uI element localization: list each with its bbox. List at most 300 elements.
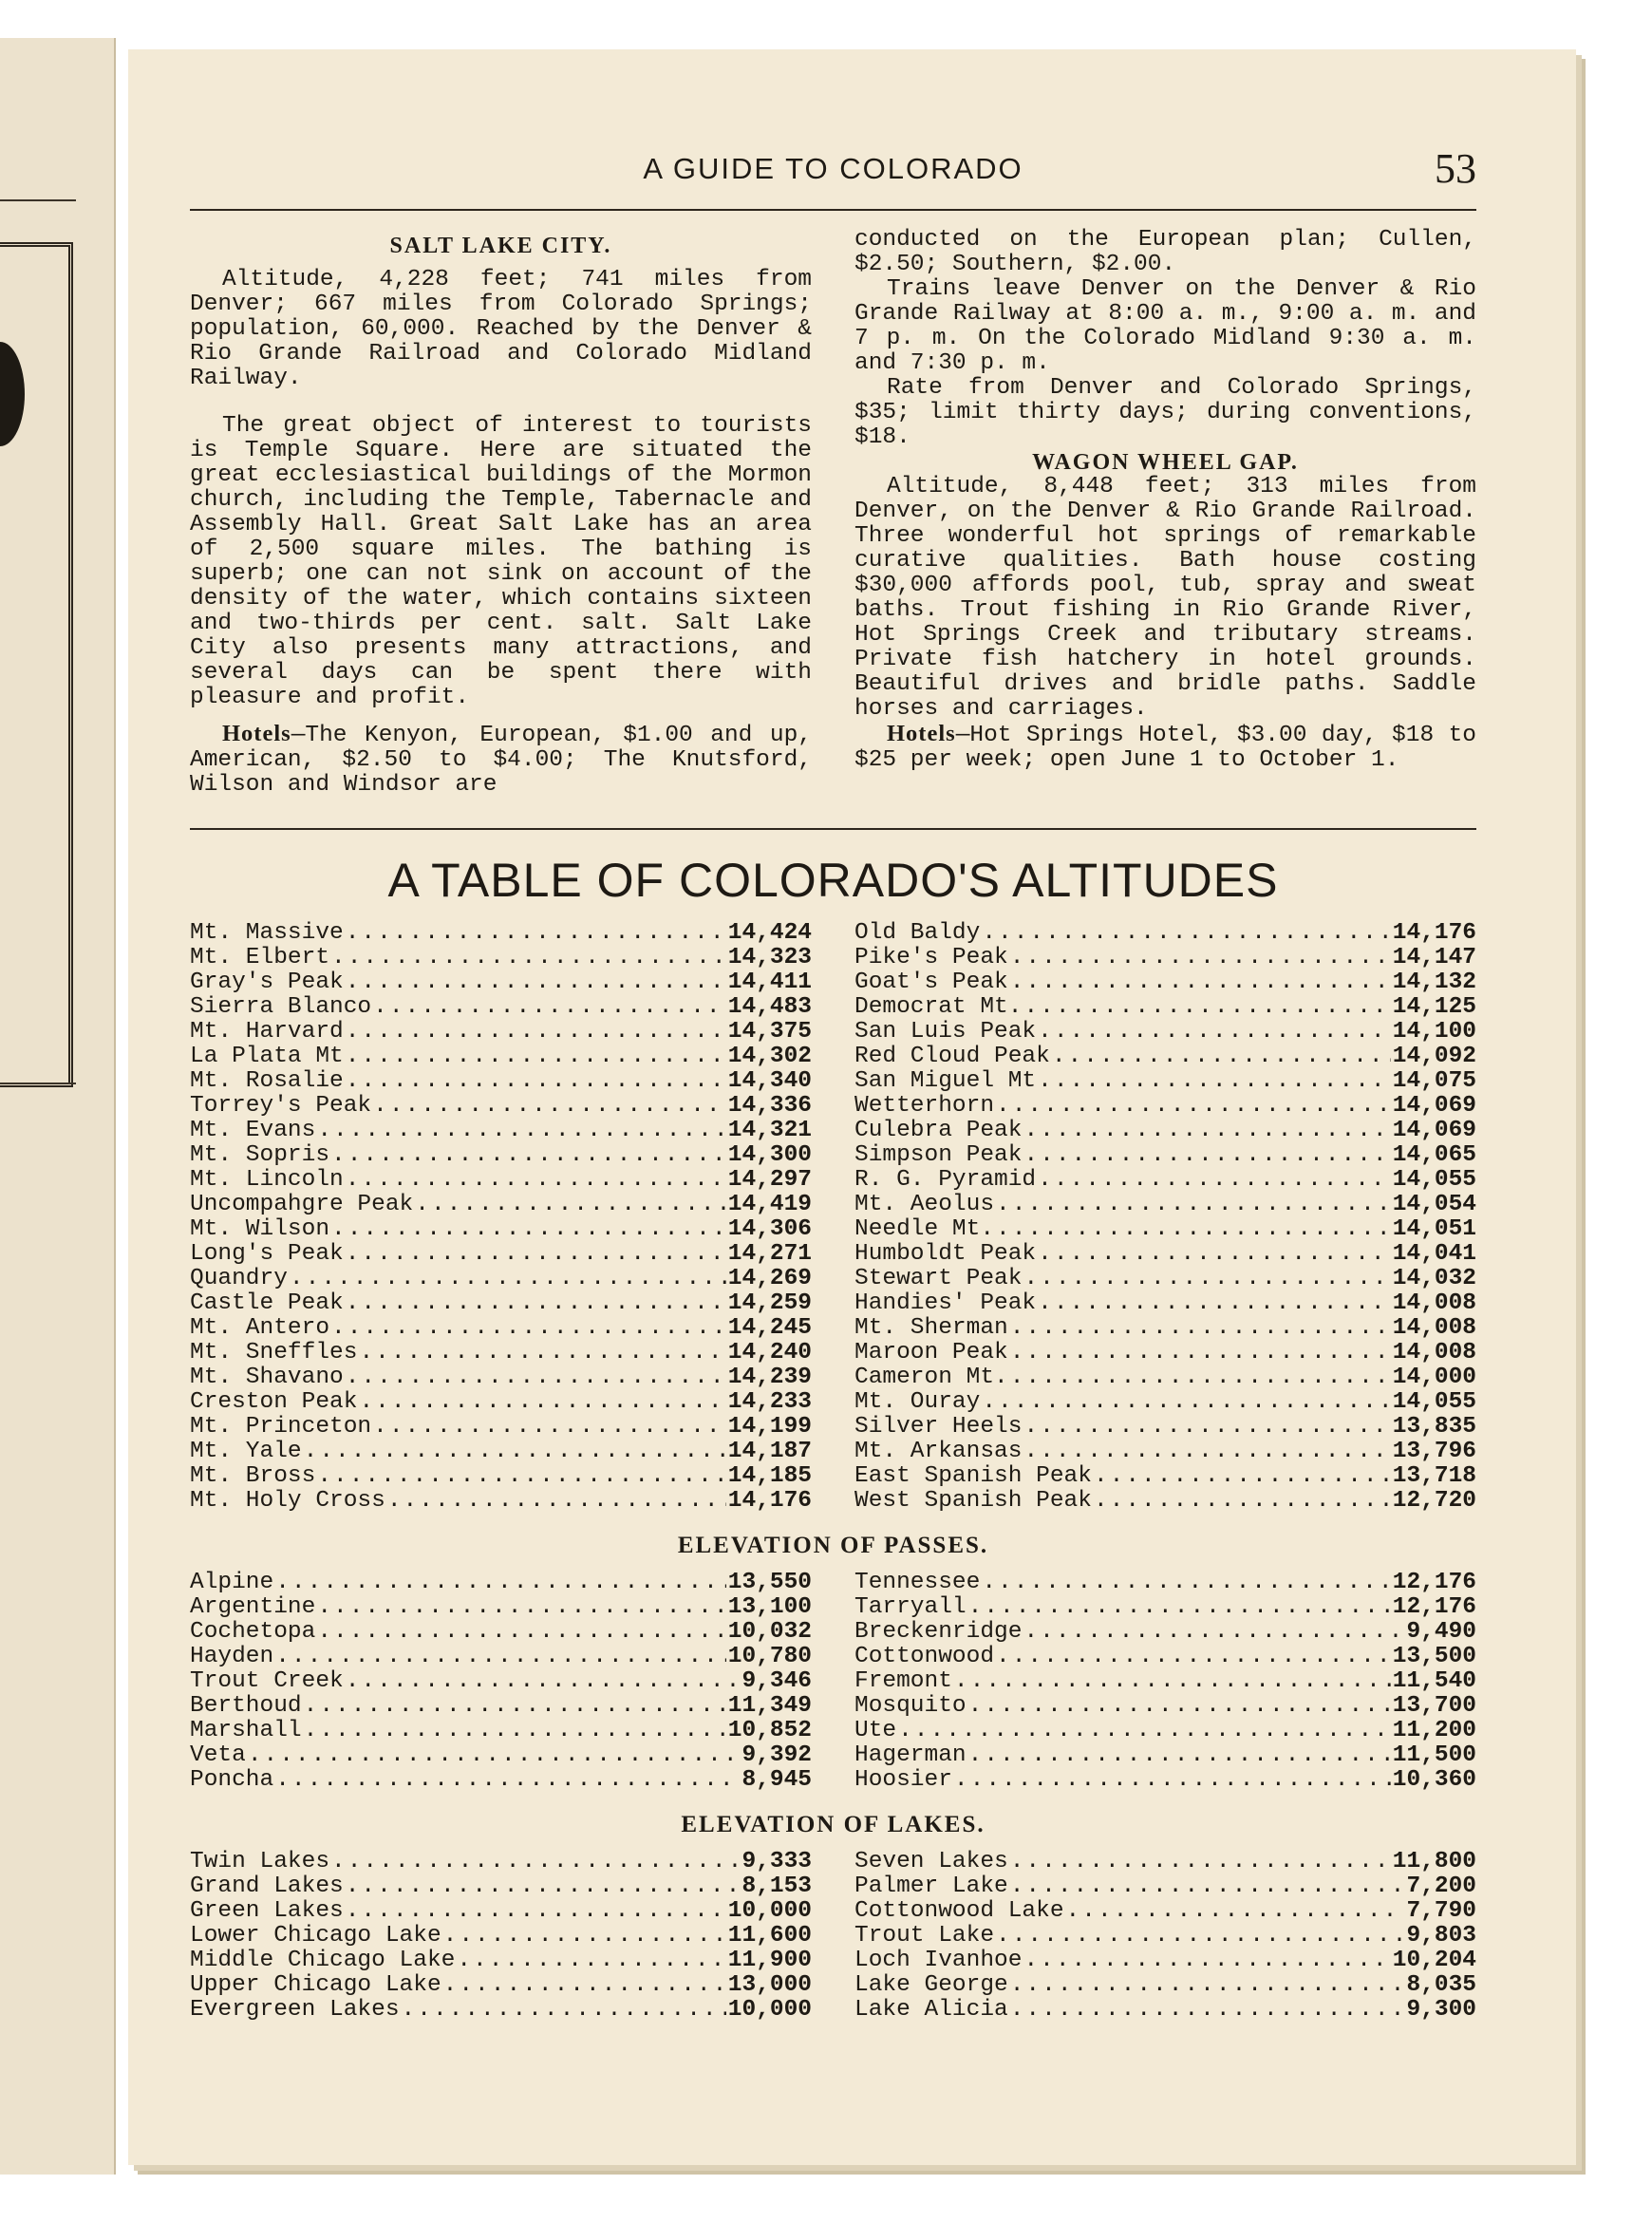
dot-leader — [359, 1390, 725, 1415]
entry-name: Berthoud — [190, 1694, 302, 1719]
entry-name: Lower Chicago Lake — [190, 1924, 441, 1949]
table-row — [854, 1193, 1476, 1217]
entry-name: Pike's Peak — [854, 946, 1008, 970]
entry-value: 11,600 — [727, 1924, 812, 1949]
dot-leader — [275, 1645, 726, 1669]
left-text-column — [190, 228, 812, 798]
table-row — [190, 1020, 812, 1045]
entry-name: Veta — [190, 1743, 246, 1768]
entry-value: 14,300 — [727, 1143, 812, 1168]
entry-value: 14,000 — [1392, 1365, 1476, 1390]
lakes-table-title: ELEVATION OF LAKES. — [681, 1812, 986, 1837]
dot-leader — [304, 1440, 726, 1464]
dot-leader — [1023, 1415, 1390, 1440]
entry-name: Gray's Peak — [190, 970, 344, 995]
entry-name: Democrat Mt. — [854, 995, 1023, 1020]
entry-value: 14,340 — [727, 1069, 812, 1094]
dot-leader — [317, 1620, 725, 1645]
dot-leader — [1010, 1341, 1391, 1365]
entry-value: 14,199 — [727, 1415, 812, 1440]
table-row — [190, 1119, 812, 1143]
entry-name: Fremont — [854, 1669, 952, 1694]
passes-left-column — [190, 1571, 812, 1793]
entry-name: Mt. Yale — [190, 1440, 302, 1464]
entry-name: Palmer Lake — [854, 1874, 1008, 1899]
entry-name: Trout Creek — [190, 1669, 344, 1694]
entry-name: Creston Peak — [190, 1390, 358, 1415]
hotels-label: Hotels — [222, 721, 291, 746]
passes-table — [190, 1571, 1476, 1793]
entry-value: 14,075 — [1392, 1069, 1476, 1094]
entry-value: 12,176 — [1392, 1595, 1476, 1620]
table-row — [190, 1168, 812, 1193]
entry-value: 14,321 — [727, 1119, 812, 1143]
table-row — [190, 1365, 812, 1390]
table-row — [190, 1440, 812, 1464]
passes-table-title: ELEVATION OF PASSES. — [677, 1533, 989, 1558]
entry-name: Old Baldy — [854, 921, 981, 946]
entry-name: Mt. Sopris — [190, 1143, 330, 1168]
lakes-right-column — [854, 1850, 1476, 2023]
entry-value: 10,204 — [1392, 1949, 1476, 1973]
dot-leader — [1066, 1899, 1405, 1924]
dot-leader — [1038, 1291, 1391, 1316]
entry-name: Tennessee — [854, 1571, 981, 1595]
dot-leader — [373, 1415, 726, 1440]
dot-leader — [331, 1850, 740, 1874]
table-row — [854, 1489, 1476, 1514]
table-row — [854, 1217, 1476, 1242]
entry-name: Goat's Peak — [854, 970, 1008, 995]
dot-leader — [996, 1193, 1391, 1217]
right-text-column — [854, 228, 1476, 798]
entry-value: 10,360 — [1392, 1768, 1476, 1793]
table-row — [854, 1267, 1476, 1291]
entry-value: 10,780 — [727, 1645, 812, 1669]
entry-name: Handies' Peak — [854, 1291, 1037, 1316]
entry-value: 14,245 — [727, 1316, 812, 1341]
table-row — [190, 1193, 812, 1217]
table-row — [854, 1168, 1476, 1193]
entry-name: Hoosier — [854, 1768, 952, 1793]
table-row — [190, 1267, 812, 1291]
passes-right-column — [854, 1571, 1476, 1793]
table-row — [190, 1620, 812, 1645]
table-row — [854, 1719, 1476, 1743]
entry-value: 14,424 — [727, 921, 812, 946]
table-row — [190, 1973, 812, 1998]
entry-name: East Spanish Peak — [854, 1464, 1092, 1489]
table-row — [190, 1415, 812, 1440]
entry-name: Uncompahgre Peak — [190, 1193, 414, 1217]
entry-name: San Miguel Mt — [854, 1069, 1037, 1094]
table-row — [190, 1998, 812, 2023]
header-rule — [190, 209, 1476, 211]
table-row — [854, 1316, 1476, 1341]
entry-name: Middle Chicago Lake — [190, 1949, 456, 1973]
entry-name: Mt. Arkansas — [854, 1440, 1023, 1464]
entry-name: La Plata Mt — [190, 1045, 344, 1069]
entry-value: 7,200 — [1406, 1874, 1476, 1899]
entry-name: Alpine — [190, 1571, 274, 1595]
entry-value: 14,240 — [727, 1341, 812, 1365]
running-title: A GUIDE TO COLORADO — [643, 152, 1023, 185]
entry-name: Castle Peak — [190, 1291, 344, 1316]
entry-value: 14,336 — [727, 1094, 812, 1119]
table-row — [854, 921, 1476, 946]
entry-name: Mt. Harvard — [190, 1020, 344, 1045]
section-heading-wagon-wheel: WAGON WHEEL GAP. — [1032, 450, 1299, 475]
entry-name: Culebra Peak — [854, 1119, 1023, 1143]
entry-value: 10,032 — [727, 1620, 812, 1645]
page-content — [190, 145, 1476, 2023]
entry-name: Cottonwood — [854, 1645, 995, 1669]
paragraph: Trains leave Denver on the Denver & Rio Grande Railway at 8:00 a. m., 9:00 a. m. and 7 p. m. On the Colorado Midland 9:30 a. m. and 7:30 p. m. — [854, 276, 1476, 376]
table-row — [190, 1645, 812, 1669]
entry-name: West Spanish Peak — [854, 1489, 1092, 1514]
dot-leader — [346, 1020, 726, 1045]
entry-value: 9,300 — [1406, 1998, 1476, 2023]
table-row — [190, 970, 812, 995]
dot-leader — [346, 1874, 741, 1899]
table-row — [854, 1045, 1476, 1069]
entry-name: Trout Lake — [854, 1924, 995, 1949]
dot-leader — [1023, 1620, 1404, 1645]
table-row — [854, 1620, 1476, 1645]
dot-leader — [1010, 1850, 1391, 1874]
entry-value: 11,540 — [1392, 1669, 1476, 1694]
table-row — [190, 1850, 812, 1874]
paragraph: Altitude, 8,448 feet; 313 miles from Denver, on the Denver & Rio Grande Railroad. Three wonderful hot springs of remarkable curative qualities. Bath house costing $30,000 affords pool, tub, spray and sweat baths. Trout fishing in Rio Grande River, Hot Springs Creek and tributary streams. Private fish hatchery in hotel grounds. Beautiful drives and bridle paths. Saddle horses and carriages. — [854, 474, 1476, 722]
entry-value: 14,233 — [727, 1390, 812, 1415]
dot-leader — [968, 1694, 1391, 1719]
entry-value: 13,100 — [727, 1595, 812, 1620]
page-number: 53 — [1435, 145, 1476, 192]
table-row — [190, 1489, 812, 1514]
entry-name: Humboldt Peak — [854, 1242, 1037, 1267]
entry-value: 11,800 — [1392, 1850, 1476, 1874]
dot-leader — [968, 1743, 1391, 1768]
hotels-text: —The Kenyon, European, $1.00 and up, American, $2.50 to $4.00; The Knutsford, Wilson and Windsor are — [190, 723, 812, 798]
entry-name: Mt. Antero — [190, 1316, 330, 1341]
entry-value: 14,054 — [1392, 1193, 1476, 1217]
entry-value: 14,176 — [727, 1489, 812, 1514]
entry-value: 11,200 — [1392, 1719, 1476, 1743]
dot-leader — [982, 921, 1390, 946]
entry-value: 14,008 — [1392, 1316, 1476, 1341]
dot-leader — [373, 995, 726, 1020]
table-row — [854, 1464, 1476, 1489]
dot-leader — [996, 1217, 1391, 1242]
entry-name: Hayden — [190, 1645, 274, 1669]
altitudes-right-column — [854, 921, 1476, 1514]
paragraph: conducted on the European plan; Cullen, $2.50; Southern, $2.00. — [854, 227, 1476, 277]
table-row — [854, 970, 1476, 995]
dot-leader — [346, 970, 726, 995]
dot-leader — [275, 1571, 726, 1595]
entry-value: 14,032 — [1392, 1267, 1476, 1291]
entry-value: 14,185 — [727, 1464, 812, 1489]
dot-leader — [346, 1168, 726, 1193]
entry-value: 12,176 — [1392, 1571, 1476, 1595]
table-row — [854, 1998, 1476, 2023]
entry-name: Lake George — [854, 1973, 1008, 1998]
hotels-paragraph — [854, 722, 1476, 773]
entry-value: 14,297 — [727, 1168, 812, 1193]
dot-leader — [1010, 1874, 1405, 1899]
entry-name: Red Cloud Peak — [854, 1045, 1050, 1069]
entry-name: Loch Ivanhoe — [854, 1949, 1023, 1973]
paragraph: Rate from Denver and Colorado Springs, $35; limit thirty days; during conventions, $18. — [854, 375, 1476, 450]
dot-leader — [1010, 1973, 1405, 1998]
entry-name: Mt. Wilson — [190, 1217, 330, 1242]
table-row — [190, 1669, 812, 1694]
dot-leader — [1010, 1998, 1405, 2023]
table-row — [190, 1743, 812, 1768]
text-columns — [190, 228, 1476, 798]
table-row — [854, 1119, 1476, 1143]
entry-value: 9,346 — [742, 1669, 812, 1694]
dot-leader — [954, 1669, 1391, 1694]
entry-name: Cochetopa — [190, 1620, 316, 1645]
entry-value: 14,411 — [727, 970, 812, 995]
entry-name: Mt. Ouray — [854, 1390, 981, 1415]
entry-name: Sierra Blanco — [190, 995, 372, 1020]
dot-leader — [1023, 1119, 1390, 1143]
hotels-label: Hotels — [887, 721, 956, 746]
dot-leader — [968, 1595, 1391, 1620]
dot-leader — [1094, 1464, 1391, 1489]
entry-name: Poncha — [190, 1768, 274, 1793]
table-row — [854, 1768, 1476, 1793]
entry-value: 14,041 — [1392, 1242, 1476, 1267]
paragraph: Altitude, 4,228 feet; 741 miles from Denver; 667 miles from Colorado Springs; population, 60,000. Reached by the Denver & Rio Grande Railroad and Colorado Midland Railway. — [190, 267, 812, 391]
entry-value: 10,000 — [727, 1998, 812, 2023]
table-row — [854, 1365, 1476, 1390]
dot-leader — [443, 1973, 726, 1998]
table-row — [190, 1316, 812, 1341]
dot-leader — [346, 921, 726, 946]
entry-value: 13,000 — [727, 1973, 812, 1998]
table-row — [854, 1094, 1476, 1119]
dot-leader — [331, 946, 726, 970]
hotels-text: —Hot Springs Hotel, $3.00 day, $18 to $25 per week; open June 1 to October 1. — [854, 723, 1476, 773]
table-row — [190, 1571, 812, 1595]
table-row — [854, 1069, 1476, 1094]
table-row — [854, 1850, 1476, 1874]
entry-value: 8,035 — [1406, 1973, 1476, 1998]
entry-name: Ute — [854, 1719, 897, 1743]
entry-value: 13,500 — [1392, 1645, 1476, 1669]
table-row — [854, 1020, 1476, 1045]
dot-leader — [346, 1291, 726, 1316]
dot-leader — [304, 1694, 726, 1719]
entry-value: 14,147 — [1392, 946, 1476, 970]
dot-leader — [346, 1365, 726, 1390]
entry-value: 14,419 — [727, 1193, 812, 1217]
entry-value: 14,375 — [727, 1020, 812, 1045]
table-row — [854, 1924, 1476, 1949]
entry-name: Hagerman — [854, 1743, 967, 1768]
dot-leader — [304, 1719, 726, 1743]
entry-name: Mt. Sherman — [854, 1316, 1008, 1341]
entry-value: 13,796 — [1392, 1440, 1476, 1464]
dot-leader — [982, 1571, 1390, 1595]
dot-leader — [954, 1768, 1391, 1793]
entry-value: 8,153 — [742, 1874, 812, 1899]
book-page — [128, 49, 1576, 2165]
entry-name: Cameron Mt. — [854, 1365, 1008, 1390]
dot-leader — [317, 1464, 725, 1489]
dot-leader — [317, 1119, 725, 1143]
altitudes-left-column — [190, 921, 812, 1514]
facing-page-rule — [0, 1083, 76, 1084]
dot-leader — [1023, 1440, 1390, 1464]
entry-value: 14,271 — [727, 1242, 812, 1267]
table-row — [854, 1899, 1476, 1924]
table-row — [190, 1595, 812, 1620]
dot-leader — [1052, 1045, 1391, 1069]
dot-leader — [415, 1193, 726, 1217]
dot-leader — [1023, 1267, 1390, 1291]
entry-name: Mt. Shavano — [190, 1365, 344, 1390]
entry-name: Lake Alicia — [854, 1998, 1008, 2023]
entry-name: Mt. Bross — [190, 1464, 316, 1489]
dot-leader — [331, 1143, 726, 1168]
dot-leader — [359, 1341, 725, 1365]
entry-name: Long's Peak — [190, 1242, 344, 1267]
entry-value: 10,852 — [727, 1719, 812, 1743]
table-row — [854, 1143, 1476, 1168]
entry-name: Evergreen Lakes — [190, 1998, 400, 2023]
entry-value: 14,100 — [1392, 1020, 1476, 1045]
dot-leader — [1038, 1020, 1391, 1045]
table-row — [190, 1874, 812, 1899]
entry-name: Grand Lakes — [190, 1874, 344, 1899]
dot-leader — [1023, 995, 1390, 1020]
entry-value: 13,835 — [1392, 1415, 1476, 1440]
table-row — [190, 1390, 812, 1415]
table-row — [190, 1768, 812, 1793]
entry-value: 14,008 — [1392, 1291, 1476, 1316]
entry-name: Maroon Peak — [854, 1341, 1008, 1365]
entry-value: 9,333 — [742, 1850, 812, 1874]
table-row — [854, 1694, 1476, 1719]
table-row — [190, 1045, 812, 1069]
entry-value: 14,055 — [1392, 1168, 1476, 1193]
table-row — [854, 1440, 1476, 1464]
entry-name: Mt. Holy Cross — [190, 1489, 385, 1514]
entry-value: 9,803 — [1406, 1924, 1476, 1949]
entry-name: Stewart Peak — [854, 1267, 1023, 1291]
dot-leader — [996, 1924, 1404, 1949]
table-row — [190, 1341, 812, 1365]
dot-leader — [1023, 1143, 1390, 1168]
dot-leader — [402, 1998, 726, 2023]
dot-leader — [346, 1069, 726, 1094]
entry-value: 14,176 — [1392, 921, 1476, 946]
entry-value: 7,790 — [1406, 1899, 1476, 1924]
entry-name: Upper Chicago Lake — [190, 1973, 441, 1998]
table-row — [854, 1341, 1476, 1365]
entry-value: 14,069 — [1392, 1119, 1476, 1143]
entry-value: 14,259 — [727, 1291, 812, 1316]
dot-leader — [996, 1094, 1391, 1119]
entry-name: Breckenridge — [854, 1620, 1023, 1645]
table-row — [854, 1743, 1476, 1768]
dot-leader — [1038, 1168, 1391, 1193]
entry-value: 14,306 — [727, 1217, 812, 1242]
dot-leader — [317, 1595, 725, 1620]
entry-value: 14,008 — [1392, 1341, 1476, 1365]
dot-leader — [290, 1267, 726, 1291]
entry-value: 14,051 — [1392, 1217, 1476, 1242]
table-row — [190, 1143, 812, 1168]
entry-name: Mt. Evans — [190, 1119, 316, 1143]
table-row — [854, 995, 1476, 1020]
entry-name: Marshall — [190, 1719, 302, 1743]
table-row — [854, 1949, 1476, 1973]
dot-leader — [982, 1390, 1390, 1415]
table-row — [190, 1242, 812, 1267]
dot-leader — [1010, 970, 1391, 995]
entry-value: 14,483 — [727, 995, 812, 1020]
dot-leader — [457, 1949, 725, 1973]
entry-value: 14,055 — [1392, 1390, 1476, 1415]
table-row — [854, 1973, 1476, 1998]
table-row — [190, 995, 812, 1020]
dot-leader — [346, 1242, 726, 1267]
dot-leader — [373, 1094, 726, 1119]
entry-value: 14,069 — [1392, 1094, 1476, 1119]
entry-name: Mosquito — [854, 1694, 967, 1719]
lakes-table — [190, 1850, 1476, 2023]
table-row — [854, 1415, 1476, 1440]
entry-value: 9,392 — [742, 1743, 812, 1768]
dot-leader — [1094, 1489, 1391, 1514]
dot-leader — [346, 1045, 726, 1069]
table-row — [854, 1595, 1476, 1620]
entry-name: Twin Lakes — [190, 1850, 330, 1874]
entry-name: Mt. Elbert — [190, 946, 330, 970]
entry-value: 14,132 — [1392, 970, 1476, 995]
entry-value: 13,718 — [1392, 1464, 1476, 1489]
entry-name: Wetterhorn — [854, 1094, 995, 1119]
table-row — [190, 946, 812, 970]
table-row — [190, 1924, 812, 1949]
entry-name: Green Lakes — [190, 1899, 344, 1924]
dot-leader — [275, 1768, 740, 1793]
entry-value: 11,900 — [727, 1949, 812, 1973]
entry-name: Silver Heels — [854, 1415, 1023, 1440]
entry-value: 9,490 — [1406, 1620, 1476, 1645]
entry-name: Torrey's Peak — [190, 1094, 372, 1119]
section-heading-salt-lake: SALT LAKE CITY. — [389, 234, 612, 258]
dot-leader — [248, 1743, 741, 1768]
entry-value: 13,700 — [1392, 1694, 1476, 1719]
entry-name: Argentine — [190, 1595, 316, 1620]
dot-leader — [1023, 1949, 1390, 1973]
entry-value: 14,323 — [727, 946, 812, 970]
table-row — [854, 1390, 1476, 1415]
table-row — [854, 1242, 1476, 1267]
dot-leader — [387, 1489, 726, 1514]
dot-leader — [331, 1217, 726, 1242]
table-row — [854, 946, 1476, 970]
table-row — [190, 1217, 812, 1242]
dot-leader — [346, 1669, 741, 1694]
entry-value: 14,239 — [727, 1365, 812, 1390]
